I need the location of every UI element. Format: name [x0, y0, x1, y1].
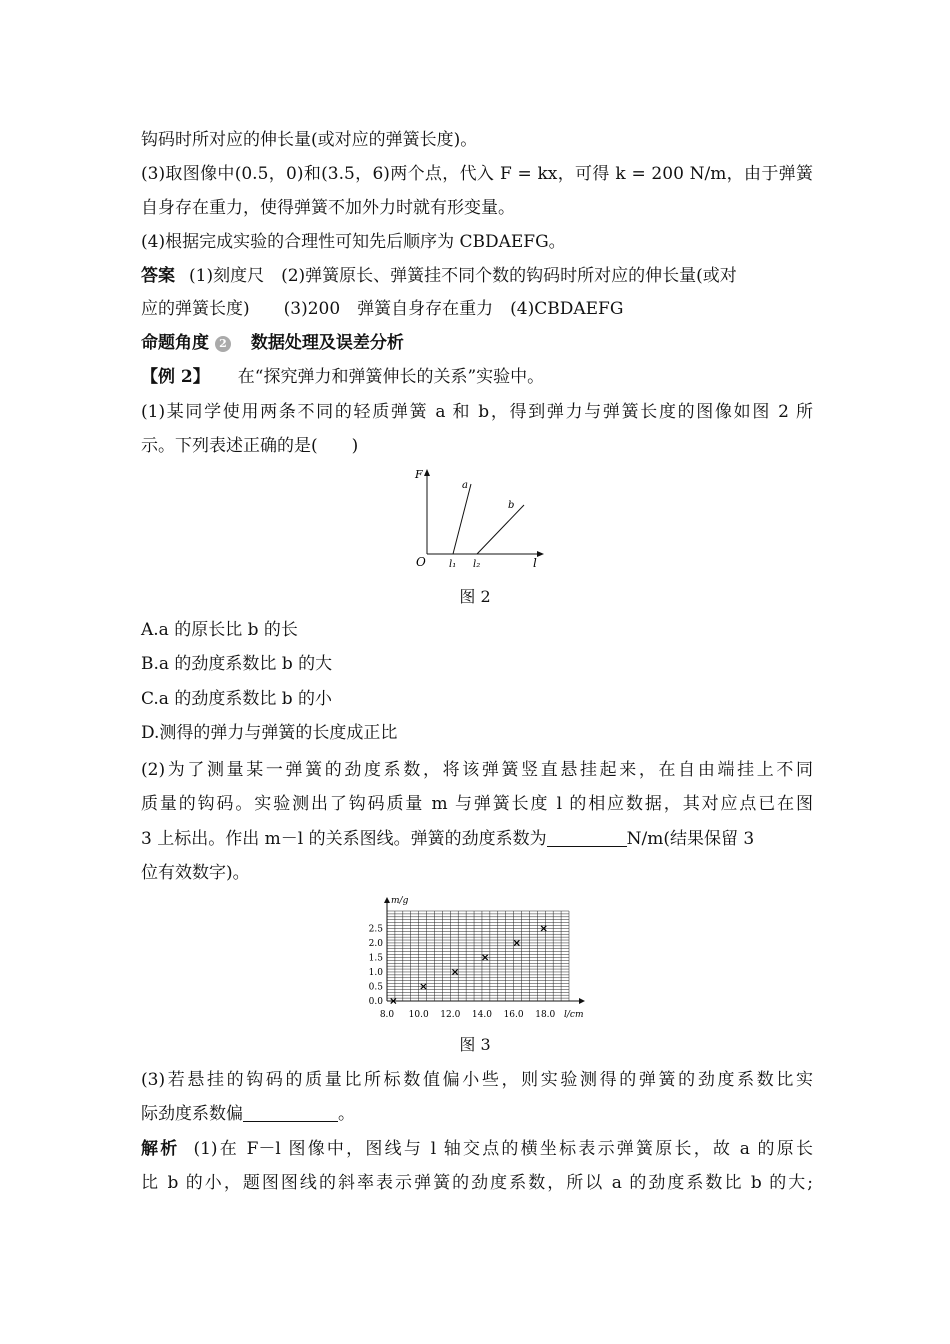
q3-text: 际劲度系数偏 — [141, 1104, 243, 1124]
x-tick-label: 12.0 — [440, 1010, 461, 1020]
text-line: 比 b 的小，题图图线的斜率表示弹簧的劲度系数，所以 a 的劲度系数比 b 的大; — [141, 1173, 813, 1193]
origin-label: O — [416, 555, 426, 569]
y-tick-label: 0.0 — [368, 997, 383, 1007]
q2-unit: N/m(结果保留 3 — [626, 829, 755, 849]
option-d: D.测得的弹力与弹簧的长度成正比 — [141, 723, 398, 743]
figure-2 — [405, 462, 555, 574]
analysis-label: 解析 — [141, 1139, 180, 1159]
analysis-line — [141, 1137, 813, 1161]
tick-l1-label: l₁ — [449, 559, 457, 570]
angle-title: 数据处理及误差分析 — [250, 333, 404, 353]
x-axis-arrow — [579, 998, 585, 1004]
text-line: (3)若悬挂的钩码的质量比所标数值偏小些，则实验测得的弹簧的劲度系数比实 — [141, 1070, 813, 1090]
text-line: 自身存在重力，使得弹簧不加外力时就有形变量。 — [141, 198, 515, 218]
figure-3-chart — [355, 893, 600, 1021]
text-line: 位有效数字)。 — [141, 863, 250, 883]
text-line: 质量的钩码。实验测出了钩码质量 m 与弹簧长度 l 的相应数据，其对应点已在图 — [141, 794, 813, 814]
text-line: (3)取图像中(0.5，0)和(3.5，6)两个点，代入 F = kx，可得 k = 200 N/m，由于弹簧 — [141, 164, 813, 184]
option-b: B.a 的劲度系数比 b 的大 — [141, 654, 333, 674]
text-line: 应的弹簧长度) (3)200 弹簧自身存在重力 (4)CBDAEFG — [141, 299, 624, 319]
x-tick-label: 18.0 — [535, 1010, 556, 1020]
y-tick-label: 2.5 — [368, 924, 383, 935]
tick-l2-label: l₂ — [473, 559, 481, 570]
answer-text: (1)刻度尺 (2)弹簧原长、弹簧挂不同个数的钩码时所对应的伸长量(或对 — [189, 266, 737, 286]
answer-line — [141, 264, 813, 288]
y-tick-label: 2.0 — [368, 938, 383, 949]
text-line — [141, 827, 813, 851]
answer-blank[interactable] — [547, 828, 627, 847]
f-axis-label: F — [415, 468, 423, 481]
y-tick-label: 1.5 — [368, 953, 383, 964]
x-tick-label: 16.0 — [503, 1010, 524, 1020]
example-text: 在“探究弹力和弹簧伸长的关系”实验中。 — [237, 367, 545, 387]
answer-blank[interactable] — [243, 1103, 338, 1122]
option-c: C.a 的劲度系数比 b 的小 — [141, 689, 333, 709]
text-line: (1)某同学使用两条不同的轻质弹簧 a 和 b，得到弹力与弹簧长度的图像如图 2 所 — [141, 402, 813, 422]
q3-end: 。 — [338, 1104, 355, 1124]
x-tick-label: 14.0 — [471, 1010, 492, 1020]
text-line: 钩码时所对应的伸长量(或对应的弹簧长度)。 — [141, 130, 478, 150]
line-b-label: b — [508, 500, 515, 511]
line-a-label: a — [462, 480, 468, 491]
text-line: (4)根据完成实验的合理性可知先后顺序为 CBDAEFG。 — [141, 232, 566, 252]
text-line: (2)为了测量某一弹簧的劲度系数，将该弹簧竖直悬挂起来，在自由端挂上不同 — [141, 760, 813, 780]
figure-3-caption: 图 3 — [459, 1035, 491, 1054]
figure-2-caption: 图 2 — [459, 587, 491, 606]
section-heading — [141, 331, 813, 355]
option-a: A.a 的原长比 b 的长 — [141, 620, 298, 640]
y-tick-label: 0.5 — [368, 982, 383, 993]
y-tick-label: 1.0 — [368, 967, 383, 978]
circled-number-icon: 2 — [215, 336, 231, 352]
answer-label: 答案 — [141, 266, 175, 286]
x-axis-label: l/cm — [564, 1010, 584, 1020]
x-tick-label: 10.0 — [408, 1010, 429, 1020]
x-tick-label: 8.0 — [379, 1010, 395, 1020]
example-label: 【例 2】 — [141, 367, 210, 387]
l-axis-label: l — [533, 556, 537, 570]
y-axis-arrow — [384, 897, 390, 903]
y-axis-label: m/g — [391, 896, 409, 906]
line-b — [477, 505, 524, 554]
q2-text: 3 上标出。作出 m－l 的关系图线。弹簧的劲度系数为 — [141, 829, 547, 849]
text-line: 示。下列表述正确的是( ) — [141, 436, 359, 456]
example-line — [141, 365, 813, 389]
analysis-text: (1)在 F－l 图像中，图线与 l 轴交点的横坐标表示弹簧原长，故 a 的原长 — [193, 1139, 813, 1159]
text-line — [141, 1102, 813, 1126]
angle-label: 命题角度 — [141, 333, 209, 353]
line-a — [453, 484, 471, 554]
